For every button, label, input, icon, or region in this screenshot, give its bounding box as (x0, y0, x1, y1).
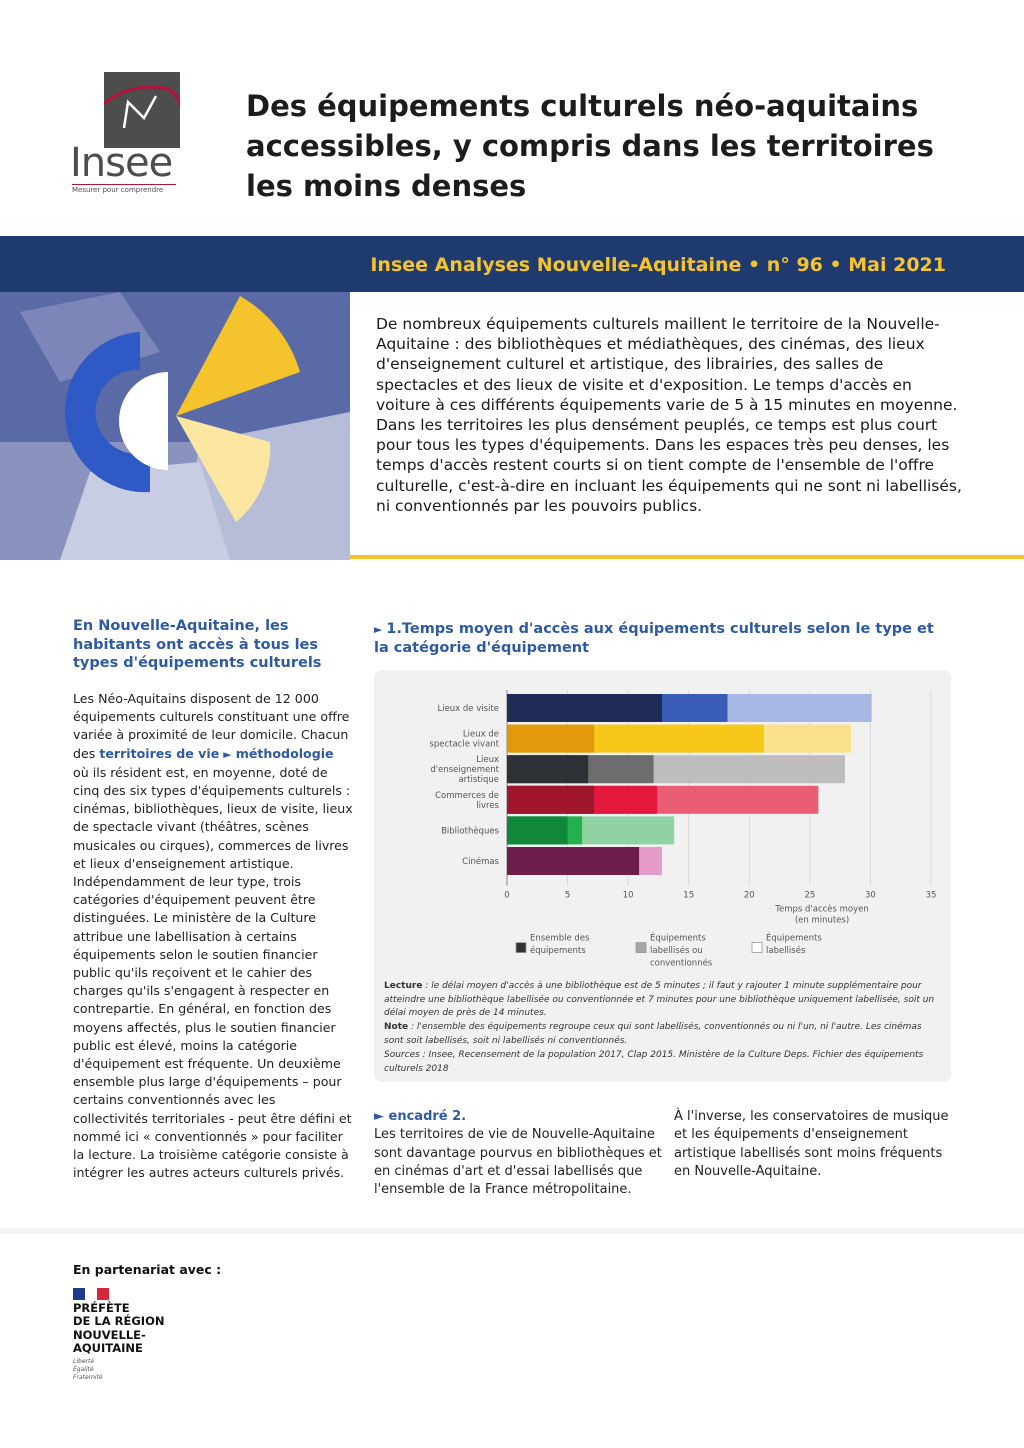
arrow-icon: ► (374, 623, 387, 636)
section-text (73, 690, 353, 1182)
publication-reference: Insee Analyses Nouvelle-Aquitaine • n° 96 • Mai 2021 (370, 254, 946, 276)
partner-label: En partenariat avec : (73, 1262, 222, 1277)
x-tick-label: 5 (564, 890, 571, 901)
x-tick-label: 25 (804, 890, 816, 901)
encadre-block (374, 1108, 664, 1199)
page-title: Des équipements culturels néo-aquitains accessibles, y compris dans les territoires les moins denses (246, 89, 934, 203)
x-tick-label: 35 (925, 890, 937, 901)
category-label: Lieux de visite (437, 704, 499, 714)
motto-line: Liberté (73, 1358, 95, 1365)
french-flag-icon (73, 1285, 109, 1297)
prefete-logo-text (73, 1302, 164, 1356)
x-axis-label: Temps d'accès moyen (775, 904, 869, 915)
category-label: artistique (458, 775, 499, 786)
logo-word: Insee (70, 140, 173, 186)
legend-swatch (636, 943, 646, 953)
logo-tagline: Mesurer pour comprendre (72, 184, 176, 194)
encadre-link[interactable]: encadré 2. (388, 1109, 467, 1124)
bar-cin-mas-0 (507, 847, 639, 875)
category-label: d'enseignement (430, 765, 499, 776)
legend-label: Équipements (766, 933, 822, 944)
territoires-de-vie-link[interactable]: territoires de vie (99, 745, 220, 761)
figure-lecture (384, 980, 939, 1021)
note-text: : l'ensemble des équipements regroupe ceux qui sont labellisés, conventionnés ou ni l'un, ni l'autre. Les cinémas sont soit labellisés, soit ni labellisés ni conventionnés. (384, 1022, 922, 1046)
lecture-label: Lecture (384, 981, 423, 991)
republic-motto (73, 1358, 103, 1382)
legend-label: Équipements (650, 933, 706, 944)
note-label: Note (384, 1022, 409, 1032)
x-tick-label: 0 (504, 890, 510, 901)
methodologie-link[interactable]: méthodologie (235, 745, 334, 761)
legend-swatch (752, 943, 762, 953)
category-label: Lieux (476, 755, 499, 766)
cover-illustration (0, 292, 350, 560)
x-tick-label: 20 (743, 890, 755, 901)
figure-note (384, 1021, 939, 1048)
legend-label: labellisés (766, 946, 806, 957)
arrow-icon: ► (374, 1109, 389, 1124)
legend-swatch (516, 943, 526, 953)
category-label: Commerces de (435, 790, 499, 801)
x-tick-label: 15 (683, 890, 695, 901)
section-text-part-1: Les Néo-Aquitains disposent de 12 000 équipements culturels constituant une offre variée à proximité de leur domicile. Chacun des (73, 691, 350, 761)
bar-lieux-de-visite-0 (507, 694, 662, 722)
bar-chart (374, 670, 951, 982)
figure-title (374, 620, 934, 658)
hero-divider (350, 555, 1024, 559)
legend-label: conventionnés (650, 958, 713, 969)
prefete-line: PRÉFÈTE (73, 1301, 130, 1315)
bar-biblioth-ques-0 (507, 816, 568, 844)
legend-label: équipements (530, 946, 586, 957)
legend-label: labellisés ou (650, 946, 703, 957)
bar-lieux-d-enseignement-artistique-0 (507, 755, 588, 783)
category-label: Bibliothèques (441, 826, 499, 837)
publication-band (0, 236, 1024, 292)
prefete-line: AQUITAINE (73, 1341, 143, 1356)
category-label: livres (476, 800, 499, 811)
motto-line: Fraternité (73, 1374, 103, 1381)
conclusion-text: À l'inverse, les conservatoires de musique et les équipements d'enseignement artistique labellisés sont moins fréquents en Nouvelle-Aquitaine. (674, 1109, 949, 1179)
insee-logo-mark (104, 72, 180, 148)
footer-separator (0, 1228, 1024, 1234)
prefete-line: DE LA RÉGION (73, 1314, 165, 1329)
category-label: Cinémas (462, 857, 499, 867)
figure-title-text: 1.Temps moyen d'accès aux équipements culturels selon le type et la catégorie d'équipement (374, 621, 934, 656)
lecture-text: : le délai moyen d'accès à une bibliothèque est de 5 minutes ; il faut y rajouter 1 minute supplémentaire pour atteindre une bibliothèque labellisée ou conventionnée et 7 minutes pour une bibliothèque uniquement labellisée, soit un délai moyen de près de 14 minutes. (384, 981, 935, 1019)
legend-label: Ensemble des (530, 933, 590, 944)
motto-line: Égalité (73, 1366, 94, 1373)
x-tick-label: 30 (865, 890, 876, 901)
bar-lieux-de-spectacle-vivant-0 (507, 725, 594, 753)
encadre-text: Les territoires de vie de Nouvelle-Aquitaine sont davantage pourvus en bibliothèques et en cinémas d'art et d'essai labellisés que l'ensemble de la France métropolitaine. (374, 1127, 662, 1198)
category-label: Lieux de (462, 729, 499, 740)
x-tick-label: 10 (622, 890, 634, 901)
section-text-part-2: où ils résident est, en moyenne, doté de cinq des six types d'équipements culturels : cinémas, bibliothèques, lieux de visite, lieux de spectacle vivant (théâtres, scènes musicales ou cirques), commerces de livres et lieux d'enseignement artistique. Indépendamment de leur type, trois catégories d'équipement peuvent être distinguées. Le ministère de la Culture attribue une labellisation à certains équipements selon le soutien financier public qu'ils reçoivent et le cahier des charges qu'ils s'engagent à respecter en contrepartie. En général, en fonction des moyens affectés, plus le soutien financier public est élevé, moins la catégorie d'équipement est fréquente. Un deuxième ensemble plus large d'équipements – pour certains conventionnés avec les collectivités territoriales - peut être défini et nommé ici « conventionnés » pour faciliter la lecture. La troisième catégorie consiste à intégrer les autres acteurs culturels privés. (73, 764, 353, 1181)
insee-logo (68, 70, 188, 200)
prefete-line: NOUVELLE- (73, 1327, 146, 1342)
category-label: spectacle vivant (429, 739, 499, 750)
bar-commerces-de-livres-0 (507, 786, 594, 814)
arrow-icon: ► (223, 747, 232, 761)
x-axis-label-unit: (en minutes) (794, 915, 850, 926)
figure-card (374, 670, 951, 1082)
figure-sources: Sources : Insee, Recensement de la population 2017, Clap 2015. Ministère de la Culture Deps. Fichier des équipements culturels 2018 (384, 1050, 924, 1074)
section-title: En Nouvelle-Aquitaine, les habitants ont accès à tous les types d'équipements culturels (73, 618, 322, 671)
intro-text: De nombreux équipements culturels maillent le territoire de la Nouvelle-Aquitaine : des bibliothèques et médiathèques, des cinémas, des lieux d'enseignement culturel et artistique, des librairies, des salles de spectacles et des lieux de visite et d'exposition. Le temps d'accès en voiture à ces différents équipements varie de 5 à 15 minutes en moyenne. Dans les territoires les plus densément peuplés, ce temps est plus court pour tous les types d'équipements. Dans les espaces très peu denses, les temps d'accès restent courts si on tient compte de l'ensemble de l'offre culturelle, c'est-à-dire en incluant les équipements qui ne sont ni labellisés, ni conventionnés par les pouvoirs publics. (376, 315, 962, 515)
